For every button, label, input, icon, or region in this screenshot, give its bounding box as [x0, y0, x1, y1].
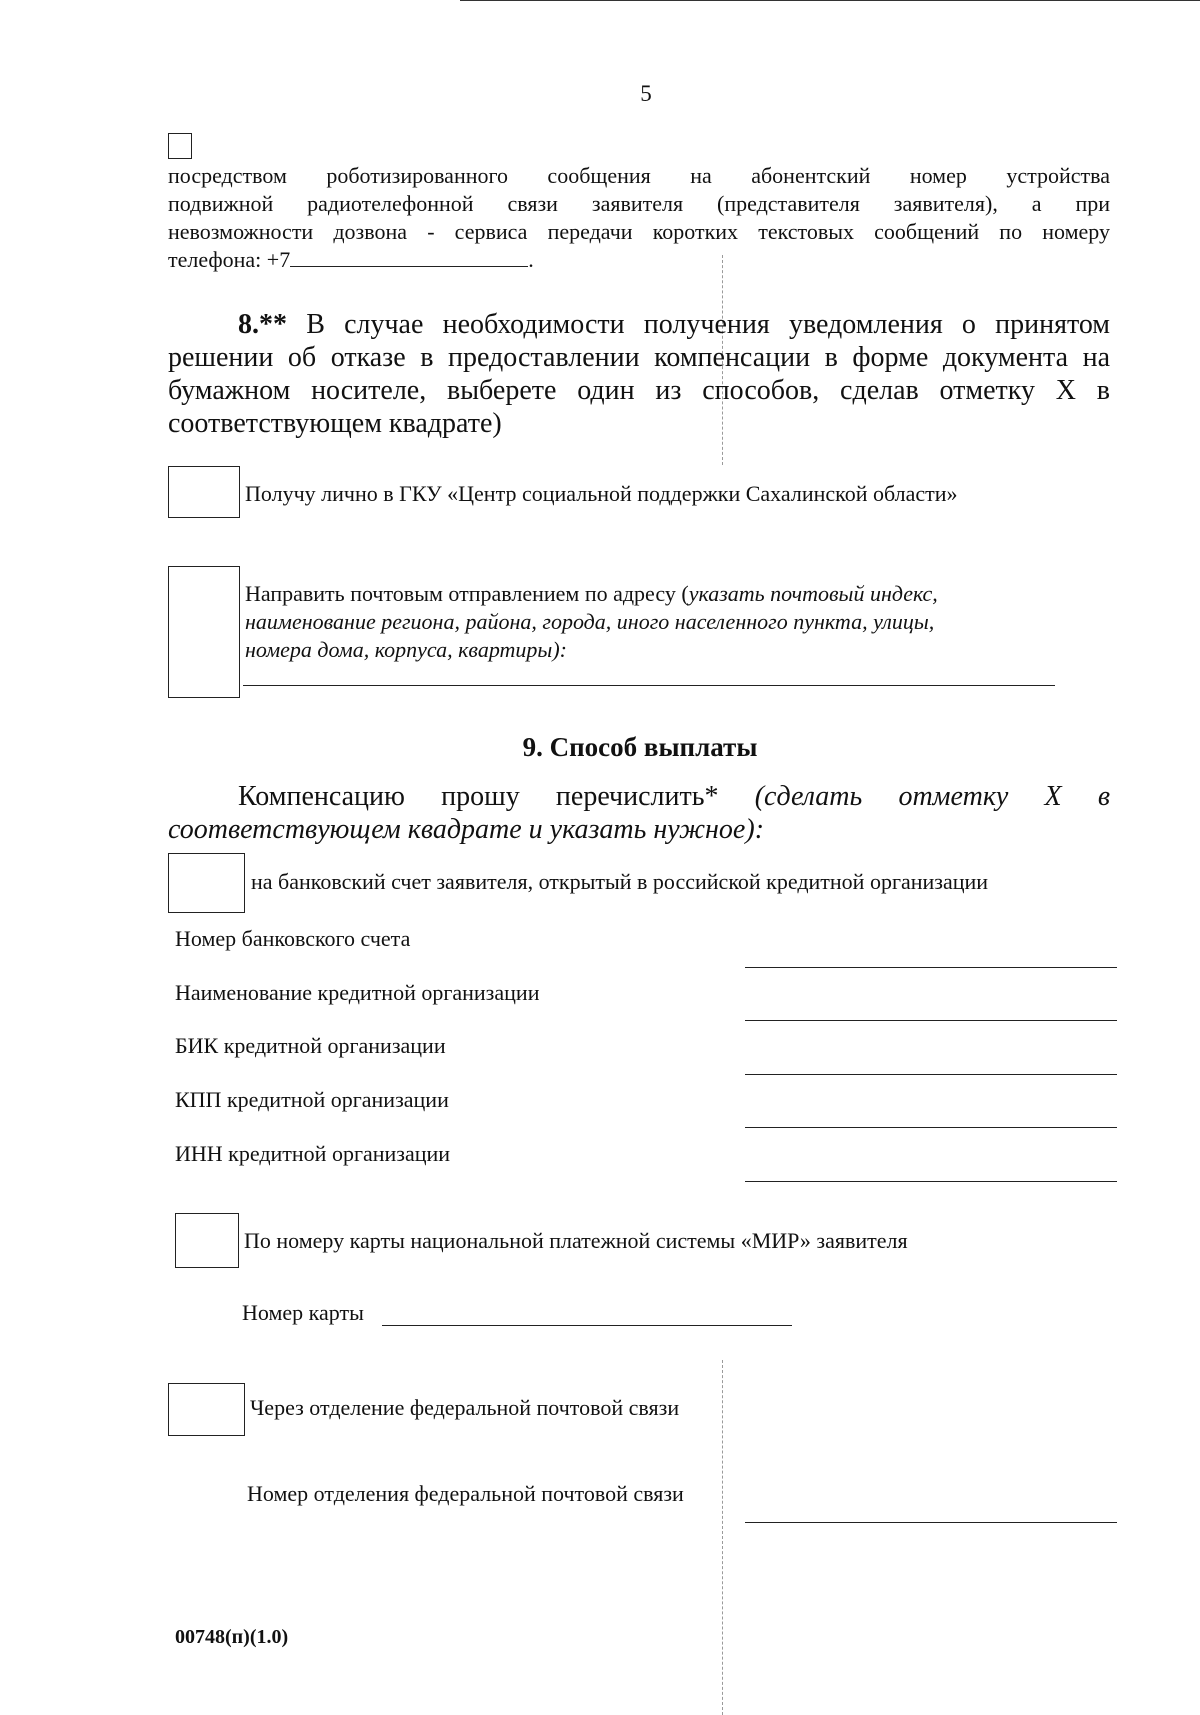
mail-delivery-italic: указать почтовый индекс,	[688, 581, 938, 606]
page-number: 5	[640, 81, 652, 106]
bank-field-label: КПП кредитной организации	[175, 1087, 449, 1112]
sms-option-line: невозможности дозвона - сервиса передачи коротких текстовых сообщений по номеру	[168, 219, 1110, 244]
section8-line: бумажном носителе, выберете один из способов, сделав отметку Х в	[168, 375, 1110, 406]
section9-intro-line: соответствующем квадрате и указать нужное):	[168, 814, 765, 845]
form-code: 00748(п)(1.0)	[175, 1626, 289, 1648]
section8-text	[168, 308, 1110, 440]
section8-line	[168, 308, 1110, 341]
section8-line: соответствующем квадрате)	[168, 408, 502, 439]
mir-card-label: По номеру карты национальной платежной системы «МИР» заявителя	[244, 1228, 908, 1253]
section8-line-text: В случае необходимости получения уведомления о принятом	[306, 309, 1111, 340]
section9-intro-italic: (сделать отметку Х в	[754, 781, 1111, 812]
bank-field-label: Номер банковского счета	[175, 926, 411, 951]
sms-phone-label: телефона: +7	[168, 247, 291, 272]
post-office-number-input[interactable]	[745, 1522, 1117, 1523]
sms-phone-row	[168, 246, 1110, 274]
personal-pickup-label: Получу лично в ГКУ «Центр социальной поддержки Сахалинской области»	[245, 481, 958, 506]
mail-delivery-checkbox[interactable]	[168, 566, 240, 698]
bank-field-label: БИК кредитной организации	[175, 1033, 446, 1058]
sms-phone-end: .	[528, 247, 534, 272]
section9-intro-normal: Компенсацию прошу перечислить*	[238, 781, 719, 812]
bank-name-input[interactable]	[745, 1020, 1117, 1021]
mail-delivery-line	[245, 580, 1035, 608]
sms-phone-input[interactable]	[290, 246, 528, 267]
bank-field-label: Наименование кредитной организации	[175, 980, 540, 1005]
mail-address-input[interactable]	[243, 685, 1055, 686]
bank-kpp-input[interactable]	[745, 1127, 1117, 1128]
mail-delivery-lead: Направить почтовым отправлением по адресу (	[245, 581, 689, 606]
bank-account-checkbox[interactable]	[168, 853, 245, 913]
sms-option-line: подвижной радиотелефонной связи заявителя (представителя заявителя), а при	[168, 191, 1110, 216]
bank-field-label: ИНН кредитной организации	[175, 1141, 451, 1166]
personal-pickup-checkbox[interactable]	[168, 466, 240, 518]
post-office-label: Через отделение федеральной почтовой связи	[250, 1395, 680, 1420]
bank-bik-input[interactable]	[745, 1074, 1117, 1075]
mail-delivery-line: наименование региона, района, города, иного населенного пункта, улицы,	[245, 609, 935, 634]
mir-card-checkbox[interactable]	[175, 1213, 239, 1268]
scan-top-edge	[460, 0, 1200, 1]
bank-inn-input[interactable]	[745, 1181, 1117, 1182]
mail-delivery-text	[245, 580, 1035, 664]
card-number-input[interactable]	[382, 1325, 792, 1326]
bank-account-number-input[interactable]	[745, 967, 1117, 968]
card-number-label: Номер карты	[242, 1300, 364, 1325]
scan-fold-line-lower	[722, 1360, 723, 1715]
bank-account-label: на банковский счет заявителя, открытый в российской кредитной организации	[251, 869, 989, 894]
section9-intro-line	[168, 780, 1110, 813]
section9-title: 9. Способ выплаты	[522, 732, 758, 762]
post-office-checkbox[interactable]	[168, 1383, 245, 1436]
section8-line: решении об отказе в предоставлении компенсации в форме документа на	[168, 342, 1110, 373]
section9-intro	[168, 780, 1110, 846]
sms-option-text	[168, 162, 1110, 274]
sms-option-line: посредством роботизированного сообщения на абонентский номер устройства	[168, 163, 1110, 188]
section8-number: 8.**	[238, 309, 287, 340]
post-office-number-label: Номер отделения федеральной почтовой связи	[247, 1481, 684, 1506]
sms-option-checkbox[interactable]	[168, 133, 192, 159]
mail-delivery-line: номера дома, корпуса, квартиры):	[245, 637, 567, 662]
